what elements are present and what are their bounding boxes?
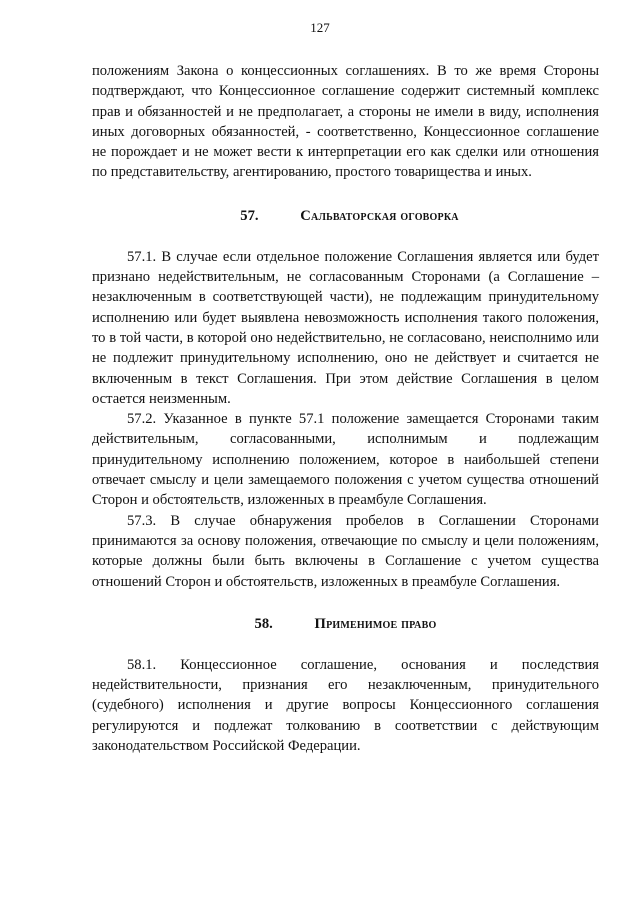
clause-58-1: 58.1. Концессионное соглашение, основания и последствия недействительности, признания его незаключенным, принудительного (судебного) исполнения и другие вопросы Концессионного соглашения регулируются и подлежат толкованию в соответствии с действующим законодательством Российской Федерации. — [92, 656, 599, 755]
section-number: 57. — [240, 207, 259, 224]
section-number: 58. — [254, 615, 273, 632]
clause-57-3: 57.3. В случае обнаружения пробелов в Соглашении Сторонами принимаются за основу положения, отвечающие по смыслу и цели положениям, которые должны были быть включены в Соглашение с учетом существа отношений Сторон и обстоятельств, изложенных в преамбуле Соглашения. — [92, 512, 599, 590]
section-title: Сальваторская оговорка — [300, 207, 459, 224]
section-heading-58 — [92, 614, 599, 634]
intro-paragraph: положениям Закона о концессионных соглашениях. В то же время Стороны подтверждают, что Концессионное соглашение содержит системный комплекс прав и обязанностей и не предполагает, а стороны не имели в виду, исполнения иных договорных обязанностей, - соответственно, Концессионное соглашение не порождает и не может вести к интерпретации его как сделки или отношения по представительству, агентированию, простого товарищества и иных. — [92, 63, 599, 181]
section-title: Применимое право — [314, 615, 437, 632]
section-heading-57 — [92, 206, 599, 226]
page-content — [92, 61, 599, 756]
clause-57-2: 57.2. Указанное в пункте 57.1 положение замещается Сторонами таким действительным, согласованными, исполнимым и подлежащим принудительному исполнению положением, которое в наибольшей степени отвечает смыслу и цели замещаемого положения с учетом существа отношений Сторон и обстоятельств, изложенных в преамбуле Соглашения. — [92, 411, 599, 509]
clause-57-1: 57.1. В случае если отдельное положение Соглашения является или будет признано недействительным, не согласованным Сторонами (а Соглашение – незаключенным в соответствующей части), не подлежащим принудительному исполнению или будет выявлена невозможность исполнения такого положения, то в той части, в которой оно недействительно, не согласовано, неисполнимо или не подлежит принудительному исполнению, оно не действует и считается не включенным в текст Соглашения. При этом действие Соглашения в целом остается неизменным. — [92, 248, 599, 407]
page-number: 127 — [310, 20, 330, 35]
